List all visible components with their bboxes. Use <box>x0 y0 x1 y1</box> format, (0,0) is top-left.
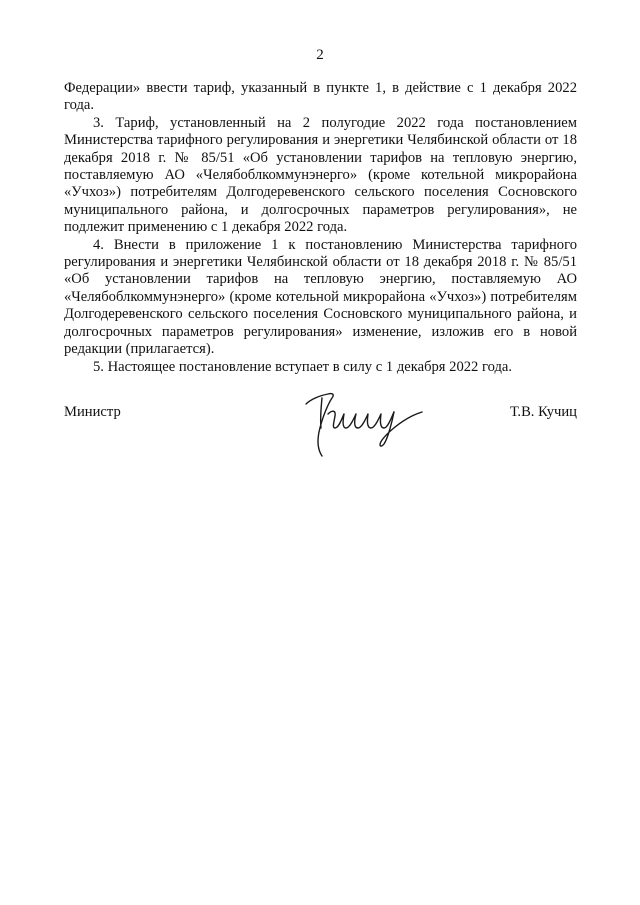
paragraph-continuation: Федерации» ввести тариф, указанный в пункте 1, в действие с 1 декабря 2022 года. <box>64 80 577 114</box>
paragraph-item-3: 3. Тариф, установленный на 2 полугодие 2022 года постановлением Министерства тарифного регулирования и энергетики Челябинской области от 18 декабря 2018 г. № 85/51 «Об установлении тарифов на тепловую энергию, поставляемую АО «Челябоблкоммунэнерго» (кроме котельной микрорайона «Учхоз») потребителям Долгодеревенского сельского поселения Сосновского муниципального района, и долгосрочных параметров регулирования», не подлежит применению с 1 декабря 2022 года. <box>64 114 577 236</box>
page-number: 2 <box>316 47 324 63</box>
signatory-name: Т.В. Кучиц <box>509 404 577 420</box>
handwritten-signature <box>288 388 428 460</box>
signature-block <box>64 400 577 470</box>
signatory-role: Министр <box>64 404 121 420</box>
paragraph-item-4: 4. Внести в приложение 1 к постановлению Министерства тарифного регулирования и энергетики Челябинской области от 18 декабря 2018 г. № 85/51 «Об установлении тарифов на тепловую энергию, поставляемую АО «Челябоблкоммунэнерго» (кроме котельной микрорайона «Учхоз») потребителям Долгодеревенского сельского поселения Сосновского муниципального района, и долгосрочных параметров регулирования» изменение, изложив его в новой редакции (прилагается). <box>64 236 577 358</box>
paragraph-item-5: 5. Настоящее постановление вступает в силу с 1 декабря 2022 года. <box>93 358 513 375</box>
document-body <box>64 80 577 376</box>
